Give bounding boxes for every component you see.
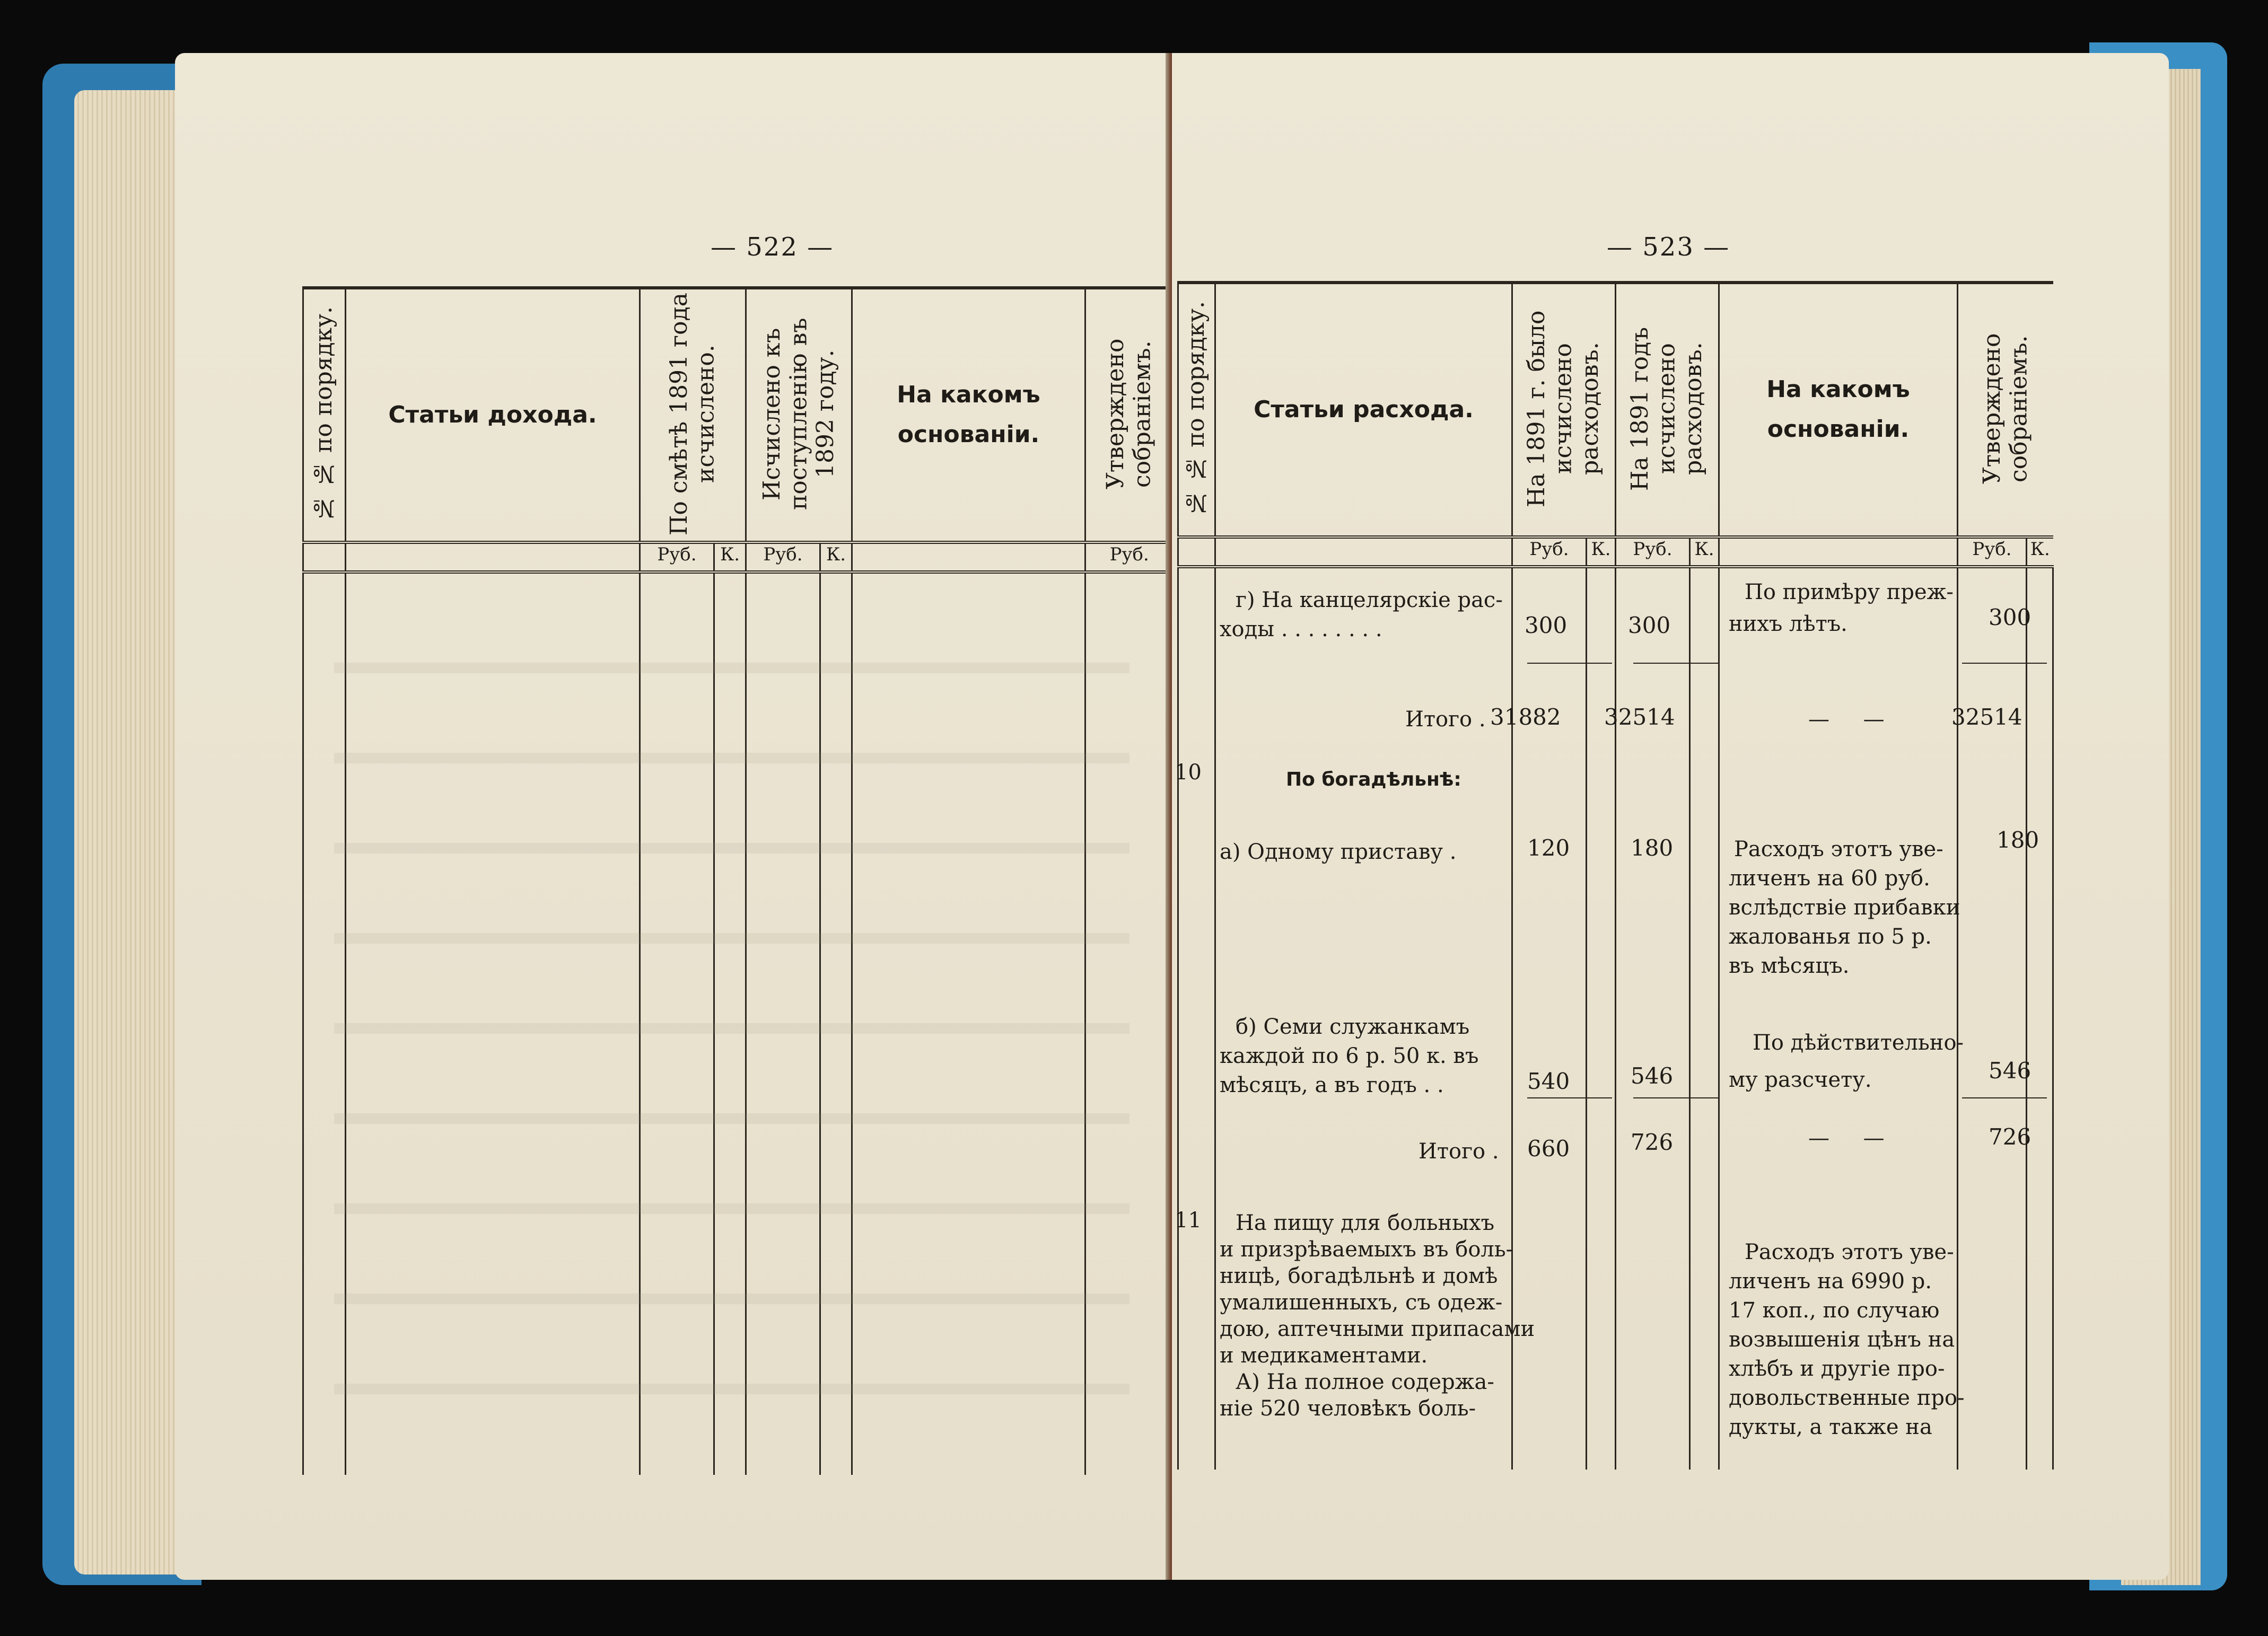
sum-rule: [1633, 1097, 1718, 1098]
row-basis-line: жалованья по 5 р.: [1729, 925, 1932, 949]
row-basis: нихъ лѣтъ.: [1729, 612, 1847, 636]
row-article-line: мѣсяцъ, а въ годъ . .: [1220, 1073, 1444, 1097]
header-order: № № по порядку.: [303, 288, 346, 542]
unit-kop: К.: [1690, 537, 1719, 567]
row-total-value: 660: [1527, 1136, 1570, 1162]
unit-kop: К.: [1587, 537, 1616, 567]
sum-rule: [1527, 1097, 1612, 1098]
row-article-line: каждой по 6 р. 50 к. въ: [1220, 1044, 1479, 1068]
row-order: 10: [1175, 760, 1202, 785]
row-value: 300: [1525, 612, 1568, 638]
row-basis-line: Расходъ этотъ уве-: [1745, 1240, 1954, 1264]
row-basis-dash: — —: [1808, 1126, 1885, 1150]
unit-rub: Руб.: [640, 542, 714, 572]
row-basis-line: вслѣдствіе прибавки: [1729, 895, 1960, 920]
header-basis: На какомъ основаніи.: [1719, 283, 1958, 537]
row-approved: 726: [1989, 1124, 2031, 1150]
row-total-label: Итого .: [1405, 707, 1486, 732]
row-total-value: 31882: [1490, 704, 1561, 730]
row-basis-line: личенъ на 60 руб.: [1729, 866, 1930, 891]
row-basis-line: му разсчету.: [1729, 1068, 1872, 1092]
row-article-line: и призрѣваемыхъ въ боль-: [1220, 1237, 1513, 1262]
row-article-line: умалишенныхъ, съ одеж-: [1220, 1290, 1503, 1315]
row-value: 540: [1527, 1068, 1570, 1094]
row-approved: 546: [1989, 1058, 2031, 1084]
unit-rub: Руб.: [1958, 537, 2027, 567]
row-total-label: Итого .: [1418, 1139, 1499, 1164]
row-basis-line: дукты, а также на: [1729, 1415, 1932, 1439]
header-approved: Утверждено собраніемъ.: [1958, 283, 2053, 537]
row-basis-dash: — —: [1808, 707, 1885, 732]
row-basis: По примѣру преж-: [1745, 580, 1954, 604]
row-basis-line: Расходъ этотъ уве-: [1734, 837, 1943, 861]
row-article-line: б) Семи служанкамъ: [1236, 1015, 1470, 1039]
unit-rub: Руб.: [1512, 537, 1587, 567]
header-article: Статьи дохода.: [346, 288, 640, 542]
header-calculated: Исчислено къ поступленію въ 1892 году.: [746, 288, 852, 542]
row-total-value: 726: [1631, 1129, 1674, 1155]
row-basis-line: довольственные про-: [1729, 1386, 1965, 1410]
row-approved: 180: [1996, 827, 2039, 853]
row-article-line: ніе 520 человѣкъ боль-: [1220, 1396, 1476, 1421]
right-page: [1172, 53, 2169, 1580]
row-article-line: и медикаментами.: [1220, 1343, 1428, 1368]
sum-rule: [1962, 663, 2047, 664]
sum-rule: [1527, 663, 1612, 664]
header-article: Статьи расхода.: [1215, 283, 1512, 537]
row-approved: 32514: [1951, 704, 2022, 730]
page-number-right: — 523 —: [1607, 232, 1730, 262]
row-article-line: А) На полное содержа-: [1236, 1370, 1494, 1394]
row-article: а) Одному приставу .: [1220, 840, 1457, 864]
row-article-line: ницѣ, богадѣльнѣ и домѣ: [1220, 1264, 1498, 1288]
sum-rule: [1633, 663, 1718, 664]
row-basis-line: хлѣбъ и другіе про-: [1729, 1357, 1945, 1381]
header-planned-1891b: На 1891 годъ исчислено расходовъ.: [1616, 283, 1719, 537]
row-article: г) На канцелярскіе рас-: [1236, 588, 1503, 612]
unit-rub: Руб.: [1616, 537, 1690, 567]
unit-rub: Руб.: [746, 542, 820, 572]
row-article-line: дою, аптечными припасами: [1220, 1317, 1535, 1341]
row-basis-line: возвышенія цѣнъ на: [1729, 1327, 1955, 1352]
row-value: 300: [1628, 612, 1671, 638]
unit-kop: К.: [714, 542, 746, 572]
unit-kop: К.: [2027, 537, 2053, 567]
sum-rule: [1962, 1097, 2047, 1098]
row-order: 11: [1175, 1208, 1202, 1233]
row-article: ходы . . . . . . . .: [1220, 617, 1382, 641]
row-basis-line: въ мѣсяцъ.: [1729, 954, 1850, 978]
header-basis: На какомъ основаніи.: [852, 288, 1085, 542]
row-basis-line: По дѣйствительно-: [1753, 1031, 1964, 1055]
row-basis-line: личенъ на 6990 р.: [1729, 1269, 1932, 1294]
bleed-through-shadow: [334, 583, 1129, 1431]
section-title: По богадѣльнѣ:: [1286, 769, 1461, 790]
row-value: 546: [1631, 1063, 1674, 1089]
unit-kop: К.: [820, 542, 852, 572]
row-value: 120: [1527, 835, 1570, 861]
row-total-value: 32514: [1604, 704, 1675, 730]
row-basis-line: 17 коп., по случаю: [1729, 1298, 1940, 1323]
header-approved: Утверждено собраніемъ.: [1085, 288, 1173, 542]
header-estimate: По смѣтѣ 1891 года исчислено.: [640, 288, 746, 542]
unit-rub: Руб.: [1085, 542, 1173, 572]
row-approved: 300: [1989, 604, 2031, 630]
header-order: № № по порядку.: [1178, 283, 1215, 537]
header-planned-1891: На 1891 г. было исчислено расходовъ.: [1512, 283, 1616, 537]
row-article-line: На пищу для больныхъ: [1236, 1211, 1495, 1235]
open-book: [42, 32, 2227, 1601]
left-page: [175, 53, 1172, 1580]
expense-table-body: [1177, 562, 2052, 1453]
row-value: 180: [1631, 835, 1674, 861]
page-number-left: — 522 —: [711, 232, 834, 262]
